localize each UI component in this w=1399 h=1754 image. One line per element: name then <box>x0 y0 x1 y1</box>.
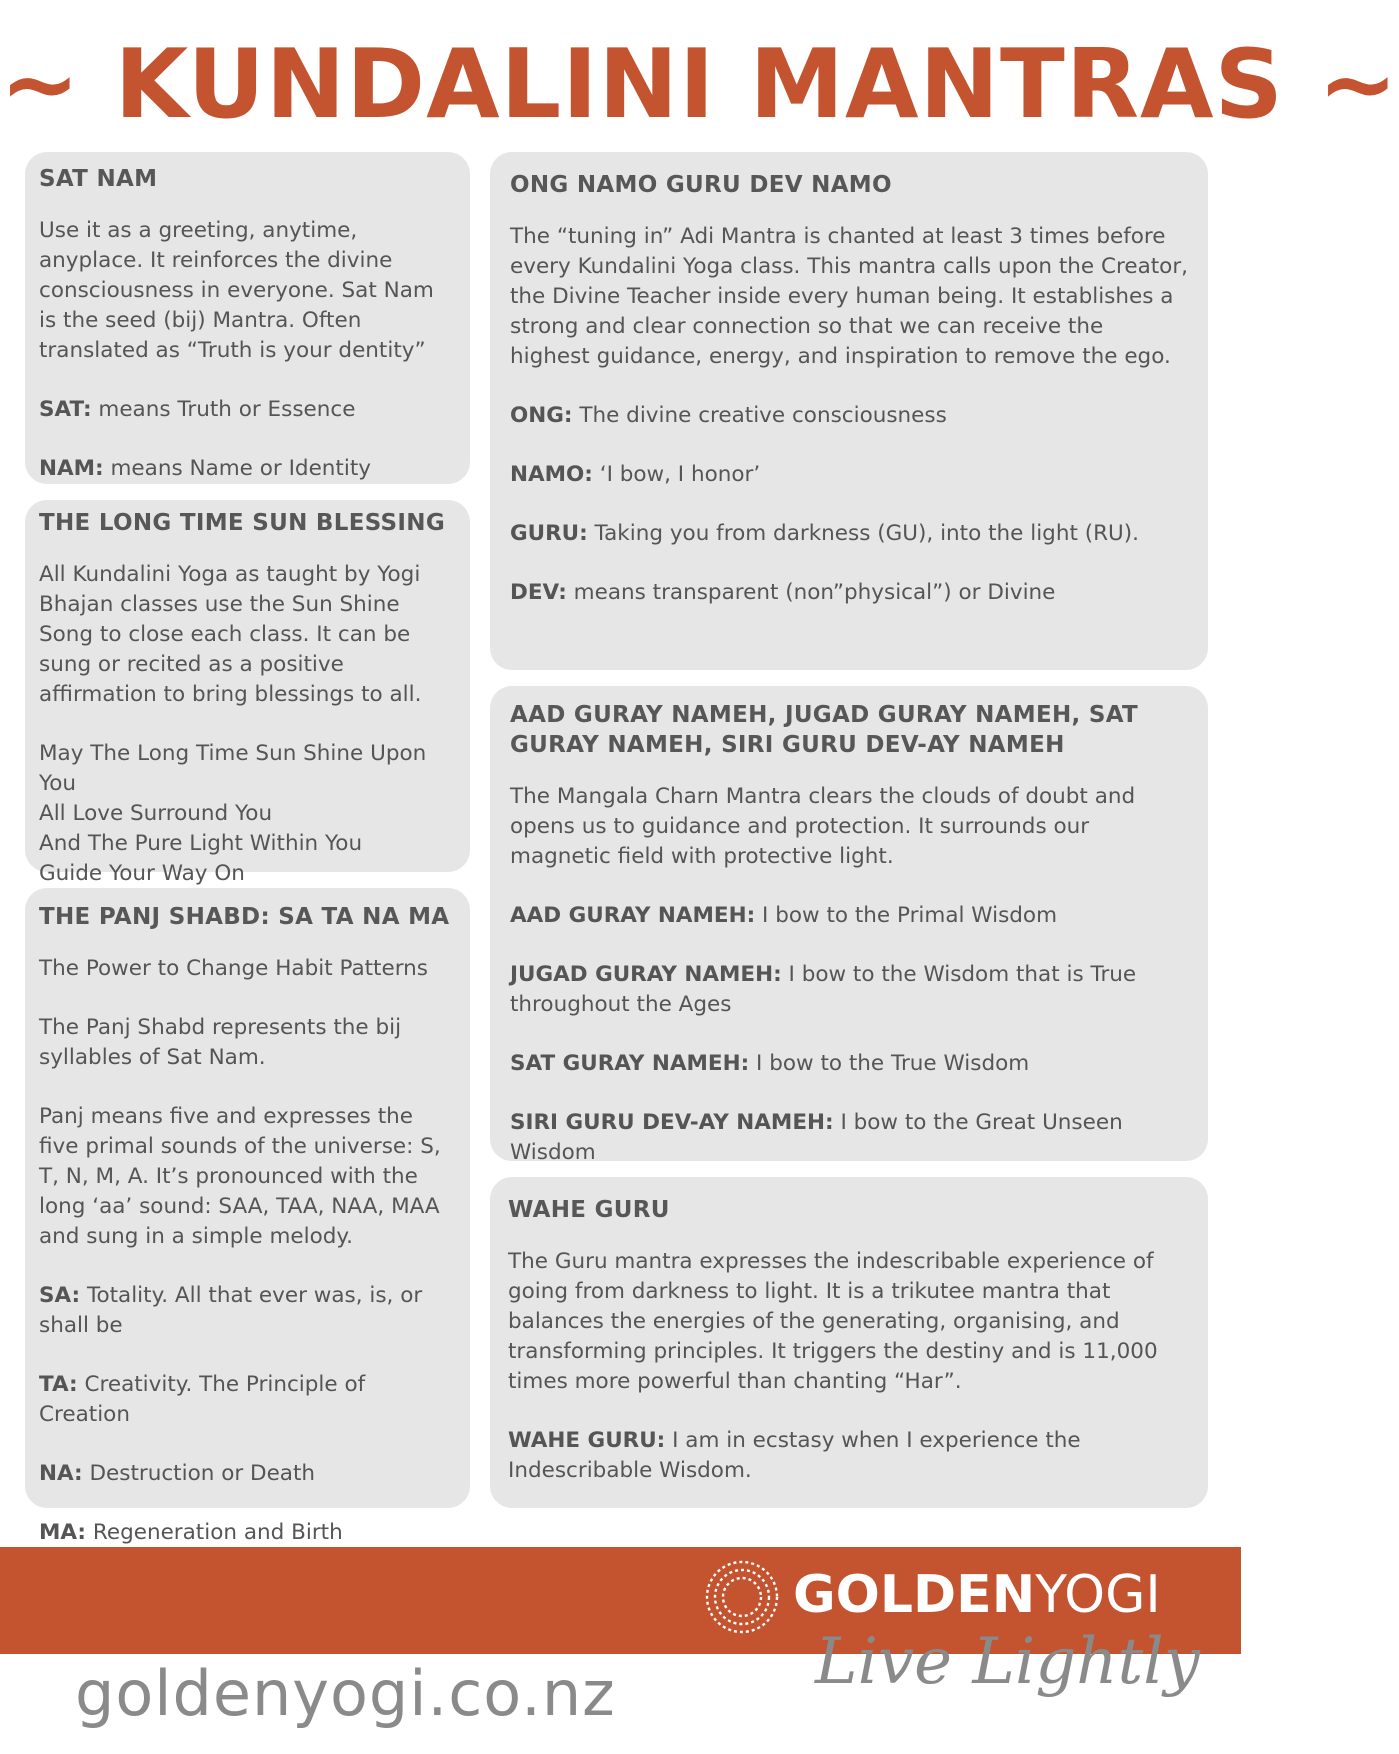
definition: Creativity. The Principle of Creation <box>39 1372 366 1427</box>
term: SIRI GURU DEV-AY NAMEH: <box>510 1110 834 1135</box>
definition: I am in ecstasy when I experience the Indescribable Wisdom. <box>508 1428 1081 1483</box>
definition-ta <box>39 1370 456 1430</box>
blessing-line: May The Long Time Sun Shine Upon You <box>39 741 427 796</box>
definition-sat <box>39 395 456 425</box>
definition-sat-guray <box>510 1049 1188 1079</box>
card-heading: WAHE GURU <box>508 1197 670 1223</box>
definition-namo <box>510 460 1188 490</box>
term: AAD GURAY NAMEH: <box>510 903 756 928</box>
term: MA: <box>39 1520 87 1545</box>
card-panj-shabd <box>25 888 470 1545</box>
golden-yogi-logo-icon <box>703 1558 781 1636</box>
brand-light: YOGI <box>1035 1565 1161 1625</box>
definition-siri <box>510 1108 1188 1168</box>
term: ONG: <box>510 403 573 428</box>
definition-ma <box>39 1518 456 1548</box>
card-wahe-guru <box>490 1177 1208 1508</box>
definition-sa <box>39 1281 456 1341</box>
term: SAT GURAY NAMEH: <box>510 1051 750 1076</box>
definition-guru <box>510 519 1188 549</box>
definition-ong <box>510 401 1188 431</box>
definition: The divine creative consciousness <box>572 403 947 428</box>
card-long-time-sun <box>25 500 470 886</box>
definition: I bow to the True Wisdom <box>749 1051 1030 1076</box>
definition: I bow to the Great Unseen Wisdom <box>510 1110 1123 1165</box>
definition-nam <box>39 454 456 484</box>
term: WAHE GURU: <box>508 1428 666 1453</box>
brand-tagline: Live Lightly <box>815 1625 1200 1699</box>
definition: Taking you from darkness (GU), into the light (RU). <box>587 521 1139 546</box>
term: SAT: <box>39 397 92 422</box>
card-heading: SAT NAM <box>39 166 158 192</box>
definition: ‘I bow, I honor’ <box>592 462 761 487</box>
definition: Totality. All that ever was, is, or shall be <box>39 1283 423 1338</box>
definition: means Truth or Essence <box>91 397 356 422</box>
definition-aad <box>510 901 1188 931</box>
definition-jugad <box>510 960 1188 1020</box>
card-ong-namo <box>490 152 1208 670</box>
brand-bold: GOLDEN <box>793 1565 1036 1625</box>
blessing-line: All Love Surround You <box>39 801 273 826</box>
card-intro: The “tuning in” Adi Mantra is chanted at least 3 times before every Kundalini Yoga class. This mantra calls upon the Creator, the Divine Teacher inside every human being. It establishes a strong and clear connection so that we can receive the highest guidance, energy, and inspiration to remove the ego. <box>510 224 1189 369</box>
card-paragraph: The Panj Shabd represents the bij syllables of Sat Nam. <box>39 1015 402 1070</box>
definition: means Name or Identity <box>103 456 371 481</box>
blessing-line: Guide Your Way On <box>39 861 245 886</box>
card-heading: THE PANJ SHABD: SA TA NA MA <box>39 904 450 930</box>
definition: Destruction or Death <box>82 1461 316 1486</box>
definition: means transparent (non”physical”) or Divine <box>566 580 1056 605</box>
card-subtitle: The Power to Change Habit Patterns <box>39 956 429 981</box>
definition-wahe <box>508 1426 1190 1486</box>
card-paragraph: Panj means five and expresses the five primal sounds of the universe: S, T, N, M, A. It’s pronounced with the long ‘aa’ sound: SAA, TAA, NAA, MAA and sung in a simple melody. <box>39 1104 441 1249</box>
website-url[interactable]: goldenyogi.co.nz <box>75 1657 616 1730</box>
term: NAM: <box>39 456 104 481</box>
blessing-line: And The Pure Light Within You <box>39 831 363 856</box>
brand-name <box>793 1565 1161 1625</box>
blessing-lines <box>39 739 456 889</box>
card-intro: The Guru mantra expresses the indescribable experience of going from darkness to light. It is a trikutee mantra that balances the energies of the generating, organising, and transforming principles. It triggers the destiny and is 11,000 times more powerful than chanting “Har”. <box>508 1249 1158 1394</box>
term: JUGAD GURAY NAMEH: <box>510 962 782 987</box>
term: GURU: <box>510 521 588 546</box>
card-heading: AAD GURAY NAMEH, JUGAD GURAY NAMEH, SAT GURAY NAMEH, SIRI GURU DEV-AY NAMEH <box>510 702 1139 758</box>
page-title: ~ KUNDALINI MANTRAS ~ <box>0 30 1399 140</box>
term: SA: <box>39 1283 81 1308</box>
definition: Regeneration and Birth <box>86 1520 343 1545</box>
card-heading: ONG NAMO GURU DEV NAMO <box>510 172 892 198</box>
definition-na <box>39 1459 456 1489</box>
card-intro: All Kundalini Yoga as taught by Yogi Bhajan classes use the Sun Shine Song to close each class. It can be sung or recited as a positive affirmation to bring blessings to all. <box>39 562 422 707</box>
term: TA: <box>39 1372 78 1397</box>
term: NAMO: <box>510 462 593 487</box>
card-heading: THE LONG TIME SUN BLESSING <box>39 510 446 536</box>
term: DEV: <box>510 580 567 605</box>
card-intro: The Mangala Charn Mantra clears the clouds of doubt and opens us to guidance and protection. It surrounds our magnetic field with protective light. <box>510 784 1136 869</box>
card-aad-guray <box>490 686 1208 1165</box>
card-intro: Use it as a greeting, anytime, anyplace. It reinforces the divine consciousness in everyone. Sat Nam is the seed (bij) Mantra. Often translated as “Truth is your dentity” <box>39 218 434 363</box>
card-sat-nam <box>25 152 470 484</box>
definition: I bow to the Wisdom that is True throughout the Ages <box>510 962 1137 1017</box>
term: NA: <box>39 1461 83 1486</box>
definition: I bow to the Primal Wisdom <box>755 903 1058 928</box>
definition-dev <box>510 578 1188 608</box>
